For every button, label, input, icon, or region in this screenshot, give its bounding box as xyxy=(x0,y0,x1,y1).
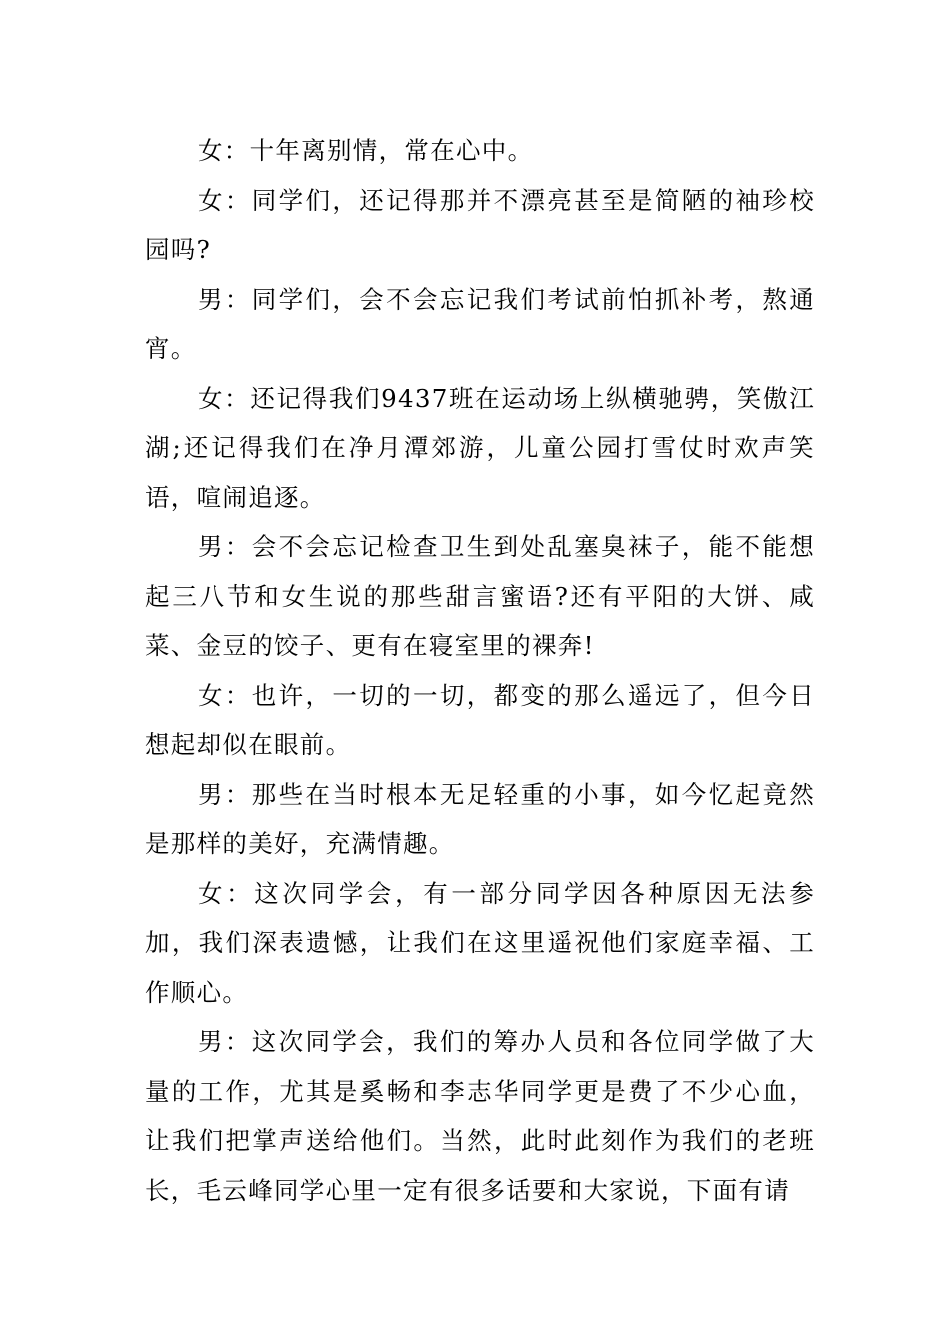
paragraph-8: 女：这次同学会，有一部分同学因各种原因无法参加，我们深表遗憾，让我们在这里遥祝他们家庭幸福、工作顺心。 xyxy=(145,878,815,1007)
paragraph-2: 女：同学们，还记得那并不漂亮甚至是简陋的袖珍校园吗? xyxy=(145,185,815,264)
paragraph-7: 男：那些在当时根本无足轻重的小事，如今忆起竟然是那样的美好，充满情趣。 xyxy=(145,779,815,858)
paragraph-4: 女：还记得我们9437班在运动场上纵横驰骋，笑傲江湖;还记得我们在净月潭郊游，儿童公园打雪仗时欢声笑语，喧闹追逐。 xyxy=(145,383,815,512)
paragraph-5: 男：会不会忘记检查卫生到处乱塞臭袜子，能不能想起三八节和女生说的那些甜言蜜语?还有平阳的大饼、咸菜、金豆的饺子、更有在寝室里的裸奔! xyxy=(145,532,815,660)
paragraph-6: 女：也许，一切的一切，都变的那么遥远了，但今日想起却似在眼前。 xyxy=(145,680,815,759)
paragraph-1: 女：十年离别情，常在心中。 xyxy=(198,136,534,165)
paragraph-9: 男：这次同学会，我们的筹办人员和各位同学做了大量的工作，尤其是奚畅和李志华同学更是费了不少心血，让我们把掌声送给他们。当然，此时此刻作为我们的老班长，毛云峰同学心里一定有很多话要和大家说，下面有请 xyxy=(145,1027,815,1205)
paragraph-3: 男：同学们，会不会忘记我们考试前怕抓补考，熬通宵。 xyxy=(145,284,815,363)
document-body xyxy=(145,126,815,1215)
